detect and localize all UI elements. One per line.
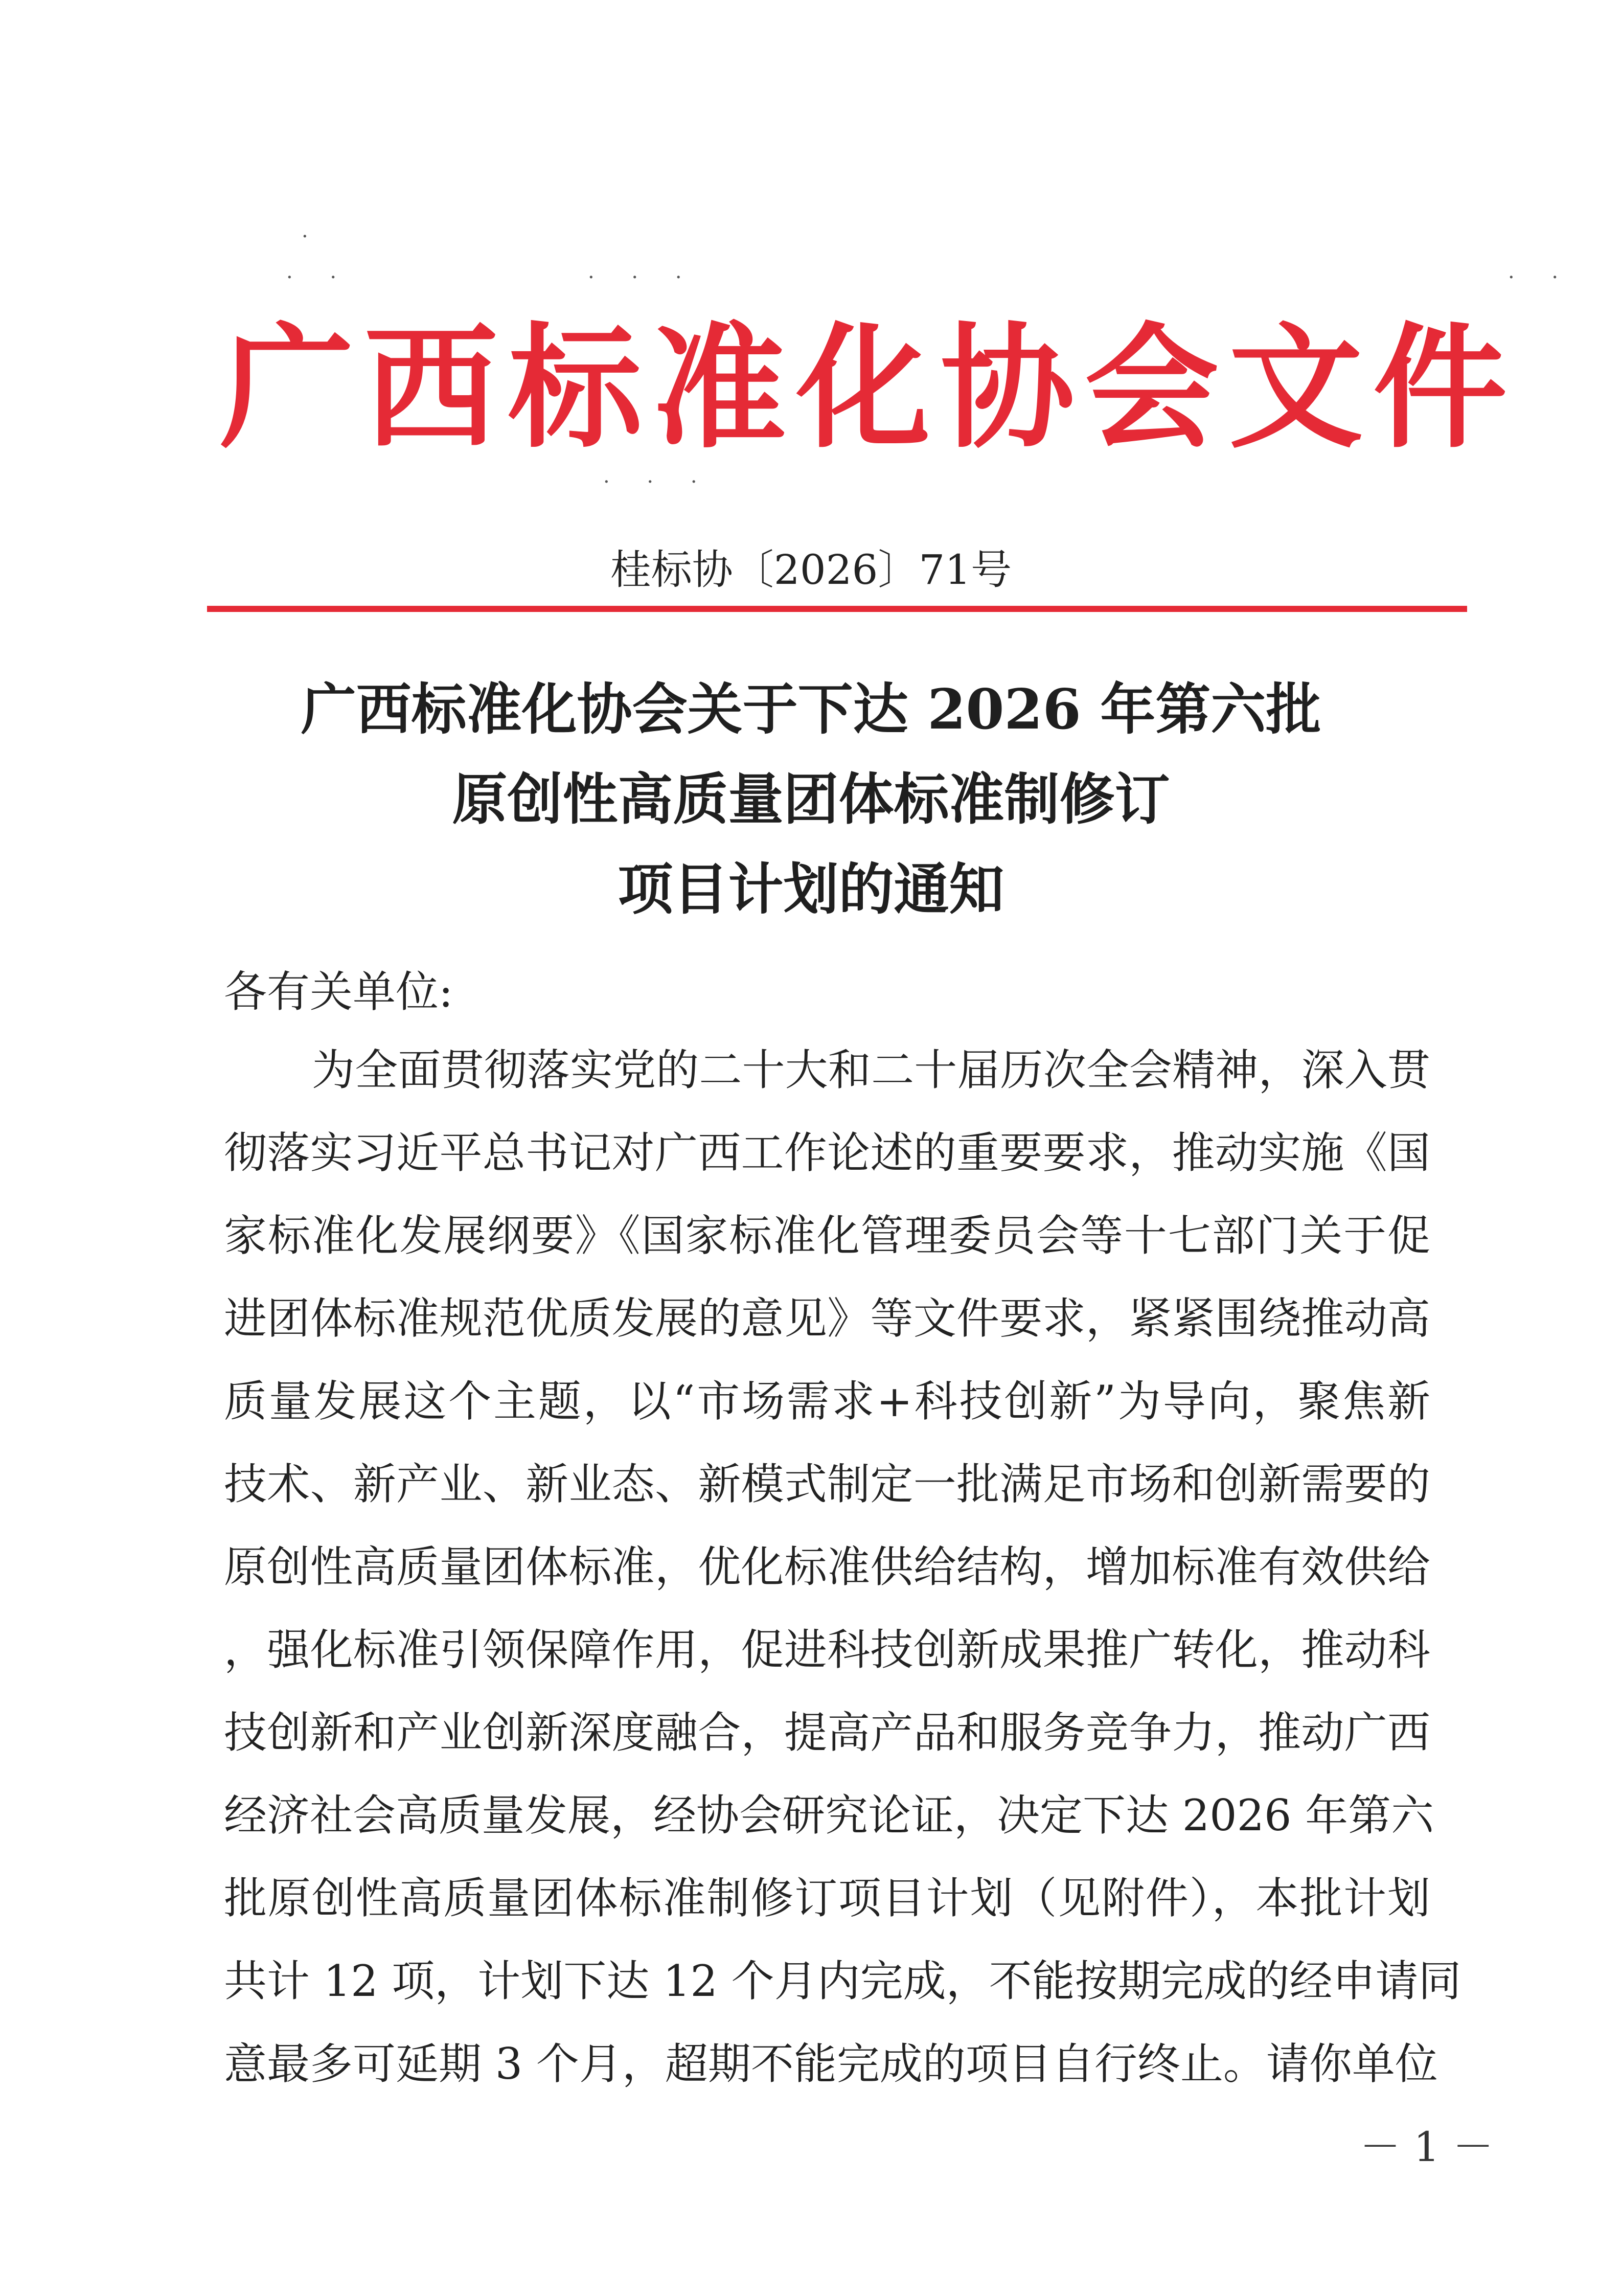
scan-artifact: · [302,225,324,248]
body-line: 意最多可延期 3 个月，超期不能完成的项目自行终止。请你单位 [224,2039,1438,2089]
scan-artifact: · · [1508,266,1574,289]
body-line: 家标准化发展纲要》《国家标准化管理委员会等十七部门关于促 [224,1211,1430,1261]
title-line: 广西标准化协会关于下达 2026 年第六批 [301,677,1321,742]
body-line: 共计 12 项，计划下达 12 个月内完成，不能按期完成的经申请同 [224,1956,1461,2006]
body-line: ，强化标准引领保障作用，促进科技创新成果推广转化，推动科 [224,1625,1430,1675]
page-number: － 1 － [1360,2123,1494,2171]
scan-artifact: · · [286,266,352,289]
body-line: 经济社会高质量发展，经协会研究论证，决定下达 2026 年第六 [224,1790,1434,1840]
body-line: 原创性高质量团体标准，优化标准供给结构，增加标准有效供给 [224,1542,1430,1592]
org-header-title: 广西标准化协会文件 [220,310,1517,466]
title-line: 项目计划的通知 [618,857,1004,922]
salutation: 各有关单位: [224,967,453,1017]
scan-artifact: · · · [603,470,713,494]
title-line: 原创性高质量团体标准制修订 [452,767,1170,832]
body-line: 技创新和产业创新深度融合，提高产品和服务竞争力，推动广西 [224,1708,1430,1758]
body-paragraph [224,1029,1461,2105]
body-line: 彻落实习近平总书记对广西工作论述的重要要求，推动实施《国 [224,1128,1430,1178]
body-line: 进团体标准规范优质发展的意见》等文件要求，紧紧围绕推动高 [224,1293,1430,1344]
body-line: 为全面贯彻落实党的二十大和二十届历次全会精神，深入贯 [312,1045,1430,1095]
body-line: 技术、新产业、新业态、新模式制定一批满足市场和创新需要的 [224,1459,1430,1509]
red-divider-line [207,606,1467,612]
body-line: 质量发展这个主题，以“市场需求+科技创新”为导向，聚焦新 [224,1376,1430,1426]
document-number: 桂标协〔2026〕71号 [610,546,1012,594]
notice-title [0,665,1622,935]
scan-artifact: · · · [588,266,697,289]
body-line: 批原创性高质量团体标准制修订项目计划（见附件），本批计划 [224,1873,1430,1923]
